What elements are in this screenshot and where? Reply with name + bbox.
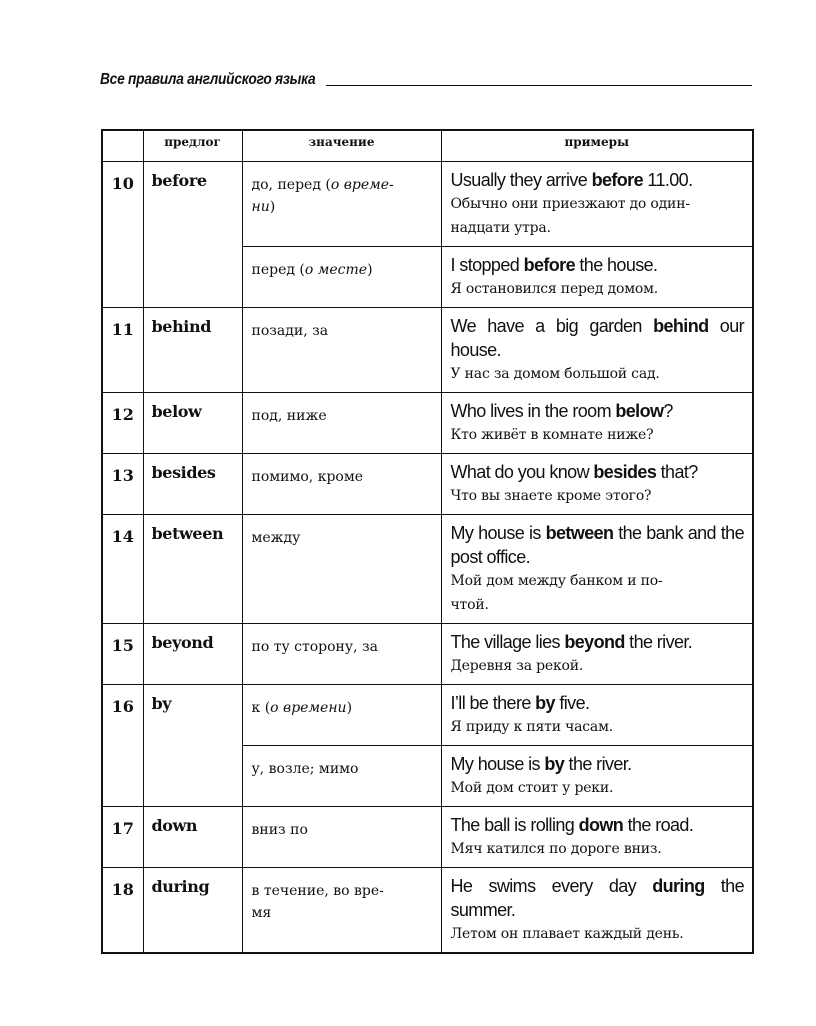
meaning: вниз по xyxy=(242,807,441,868)
header-rule xyxy=(326,85,752,86)
entry-number: 13 xyxy=(102,454,143,515)
example-keyword: beyond xyxy=(564,632,625,652)
example-english: He swims every day during the summer. xyxy=(450,876,744,920)
entry-number: 14 xyxy=(102,515,143,624)
example-russian: Обычно они приезжают до один- надцати утра. xyxy=(450,196,690,236)
example-keyword: by xyxy=(544,754,565,774)
example xyxy=(441,515,753,624)
meaning: в течение, во вре- мя xyxy=(242,868,441,954)
example-russian: У нас за домом большой сад. xyxy=(450,366,660,382)
example-english: Who lives in the room below? xyxy=(450,401,673,421)
meaning: к (о времени) xyxy=(242,685,441,746)
example xyxy=(441,454,753,515)
meaning: помимо, кроме xyxy=(242,454,441,515)
example xyxy=(441,868,753,954)
example-english: My house is between the bank and the post office. xyxy=(450,523,744,567)
example xyxy=(441,746,753,807)
example xyxy=(441,685,753,746)
entry-number: 12 xyxy=(102,393,143,454)
table-row xyxy=(102,308,753,393)
example-russian: Я остановился перед домом. xyxy=(450,281,659,297)
example-keyword: before xyxy=(523,255,575,275)
entry-number: 16 xyxy=(102,685,143,807)
meaning: у, возле; мимо xyxy=(242,746,441,807)
meaning: под, ниже xyxy=(242,393,441,454)
example xyxy=(441,393,753,454)
table-row xyxy=(102,685,753,746)
example-english: What do you know besides that? xyxy=(450,462,698,482)
example-keyword: before xyxy=(591,170,643,190)
meaning: между xyxy=(242,515,441,624)
example-keyword: behind xyxy=(653,316,709,336)
running-head xyxy=(100,64,752,88)
example-russian: Мой дом стоит у реки. xyxy=(450,780,614,796)
preposition: during xyxy=(143,868,242,954)
entry-number: 17 xyxy=(102,807,143,868)
preposition: between xyxy=(143,515,242,624)
example xyxy=(441,247,753,308)
preposition: besides xyxy=(143,454,242,515)
example-russian: Деревня за рекой. xyxy=(450,658,584,674)
table-row xyxy=(102,393,753,454)
example-english: I’ll be there by five. xyxy=(450,693,590,713)
meaning-note: о месте xyxy=(304,262,368,278)
example-russian: Мой дом между банком и по- чтой. xyxy=(450,573,663,613)
meaning: перед (о месте) xyxy=(242,247,441,308)
meaning-note: о времени xyxy=(270,700,347,716)
example-keyword: down xyxy=(578,815,624,835)
preposition: before xyxy=(143,162,242,308)
example xyxy=(441,624,753,685)
example-russian: Кто живёт в комнате ниже? xyxy=(450,427,654,443)
example-keyword: below xyxy=(615,401,664,421)
table-header-row xyxy=(102,130,753,162)
meaning-note: о време- ни xyxy=(251,177,394,215)
example-russian: Летом он плавает каждый день. xyxy=(450,926,684,942)
meaning: по ту сторону, за xyxy=(242,624,441,685)
example-english: Usually they arrive before 11.00. xyxy=(450,170,693,190)
table-row xyxy=(102,807,753,868)
example xyxy=(441,807,753,868)
entry-number: 10 xyxy=(102,162,143,308)
meaning: до, перед (о време- ни) xyxy=(242,162,441,247)
preposition: down xyxy=(143,807,242,868)
preposition: by xyxy=(143,685,242,807)
example-keyword: by xyxy=(535,693,555,713)
entry-number: 11 xyxy=(102,308,143,393)
preposition: beyond xyxy=(143,624,242,685)
example-english: My house is by the river. xyxy=(450,754,632,774)
meaning: позади, за xyxy=(242,308,441,393)
example-english: We have a big garden behind our house. xyxy=(450,316,744,360)
example-english: I stopped before the house. xyxy=(450,255,658,275)
table-row xyxy=(102,454,753,515)
example xyxy=(441,308,753,393)
table-row xyxy=(102,515,753,624)
example xyxy=(441,162,753,247)
example-russian: Мяч катился по дороге вниз. xyxy=(450,841,662,857)
example-keyword: besides xyxy=(593,462,657,482)
table-row xyxy=(102,162,753,247)
example-keyword: during xyxy=(652,876,705,896)
column-header-meaning: значение xyxy=(242,130,441,162)
example-english: The village lies beyond the river. xyxy=(450,632,693,652)
example-russian: Что вы знаете кроме этого? xyxy=(450,488,652,504)
example-english: The ball is rolling down the road. xyxy=(450,815,694,835)
entry-number: 15 xyxy=(102,624,143,685)
column-header-preposition: предлог xyxy=(143,130,242,162)
column-header-number xyxy=(102,130,143,162)
prepositions-table xyxy=(101,129,754,954)
book-title: Все правила английского языка xyxy=(100,71,316,88)
preposition: behind xyxy=(143,308,242,393)
table-body xyxy=(102,162,753,954)
example-russian: Я приду к пяти часам. xyxy=(450,719,614,735)
column-header-examples: примеры xyxy=(441,130,753,162)
preposition: below xyxy=(143,393,242,454)
table-row xyxy=(102,624,753,685)
example-keyword: between xyxy=(545,523,614,543)
table-row xyxy=(102,868,753,954)
entry-number: 18 xyxy=(102,868,143,954)
